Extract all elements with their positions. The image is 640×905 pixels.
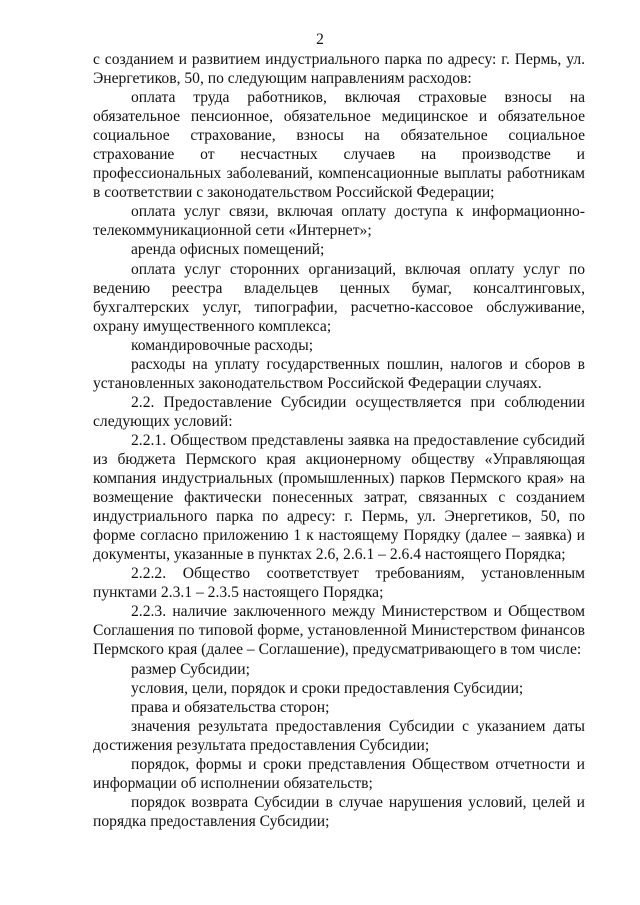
paragraph-reporting: порядок, формы и сроки представления Обществом отчетности и информации об исполнении обязательств; xyxy=(93,755,585,792)
paragraph-conditions: условия, цели, порядок и сроки предоставления Субсидии; xyxy=(131,679,524,697)
paragraph-communication-costs: оплата услуг связи, включая оплату доступа к информационно-телекоммуникационной сети «Интернет»; xyxy=(93,203,585,240)
paragraph-clause-2-2-3: 2.2.3. наличие заключенного между Министерством и Обществом Соглашения по типовой форме, установленной Министерством финансов Пермского края (далее – Соглашение), предусматривающего в том числе: xyxy=(93,603,585,659)
paragraph-clause-2-2-2: 2.2.2. Общество соответствует требованиям, установленным пунктами 2.3.1 – 2.3.5 настоящего Порядка; xyxy=(93,565,585,602)
paragraph-third-party-services: оплата услуг сторонних организаций, включая оплату услуг по ведению реестра владельцев ценных бумаг, консалтинговых, бухгалтерских услуг, типографии, расчетно-кассовое обслуживание, охрану имущественного комплекса; xyxy=(93,260,585,335)
paragraph-labor-costs: оплата труда работников, включая страховые взносы на обязательное пенсионное, обязательное медицинское и обязательное социальное страхование, взносы на обязательное социальное страхование от несчастных случаев на производстве и профессиональных заболеваний, компенсационные выплаты работникам в соответствии с законодательством Российской Федерации; xyxy=(93,89,585,202)
paragraph-fees-taxes: расходы на уплату государственных пошлин, налогов и сборов в установленных законодательством Российской Федерации случаях. xyxy=(93,355,585,392)
page-number: 2 xyxy=(316,31,324,48)
paragraph-result-values: значения результата предоставления Субсидии с указанием даты достижения результата предоставления Субсидии; xyxy=(93,717,585,754)
paragraph-clause-2-2-1: 2.2.1. Обществом представлены заявка на предоставление субсидий из бюджета Пермского края акционерному обществу «Управляющая компания индустриальных (промышленных) парков Пермского края» на возмещение фактически понесенных затрат, связанных с созданием индустриального парка по адресу: г. Пермь, ул. Энергетиков, 50, по форме согласно приложению 1 к настоящему Порядку (далее – заявка) и документы, указанные в пунктах 2.6, 2.6.1 – 2.6.4 настоящего Порядка; xyxy=(93,431,585,564)
paragraph-clause-2-2: 2.2. Предоставление Субсидии осуществляется при соблюдении следующих условий: xyxy=(93,393,585,430)
paragraph-refund-procedure: порядок возврата Субсидии в случае нарушения условий, целей и порядка предоставления Субсидии; xyxy=(93,793,585,830)
paragraph-rights-obligations: права и обязательства сторон; xyxy=(131,698,330,716)
paragraph-travel-expenses: командировочные расходы; xyxy=(131,336,314,354)
paragraph-office-rent: аренда офисных помещений; xyxy=(131,241,325,259)
document-body xyxy=(93,50,585,831)
paragraph-intro: с созданием и развитием индустриального парка по адресу: г. Пермь, ул. Энергетиков, 50, по следующим направлениям расходов: xyxy=(93,51,585,88)
paragraph-subsidy-amount: размер Субсидии; xyxy=(131,660,250,678)
